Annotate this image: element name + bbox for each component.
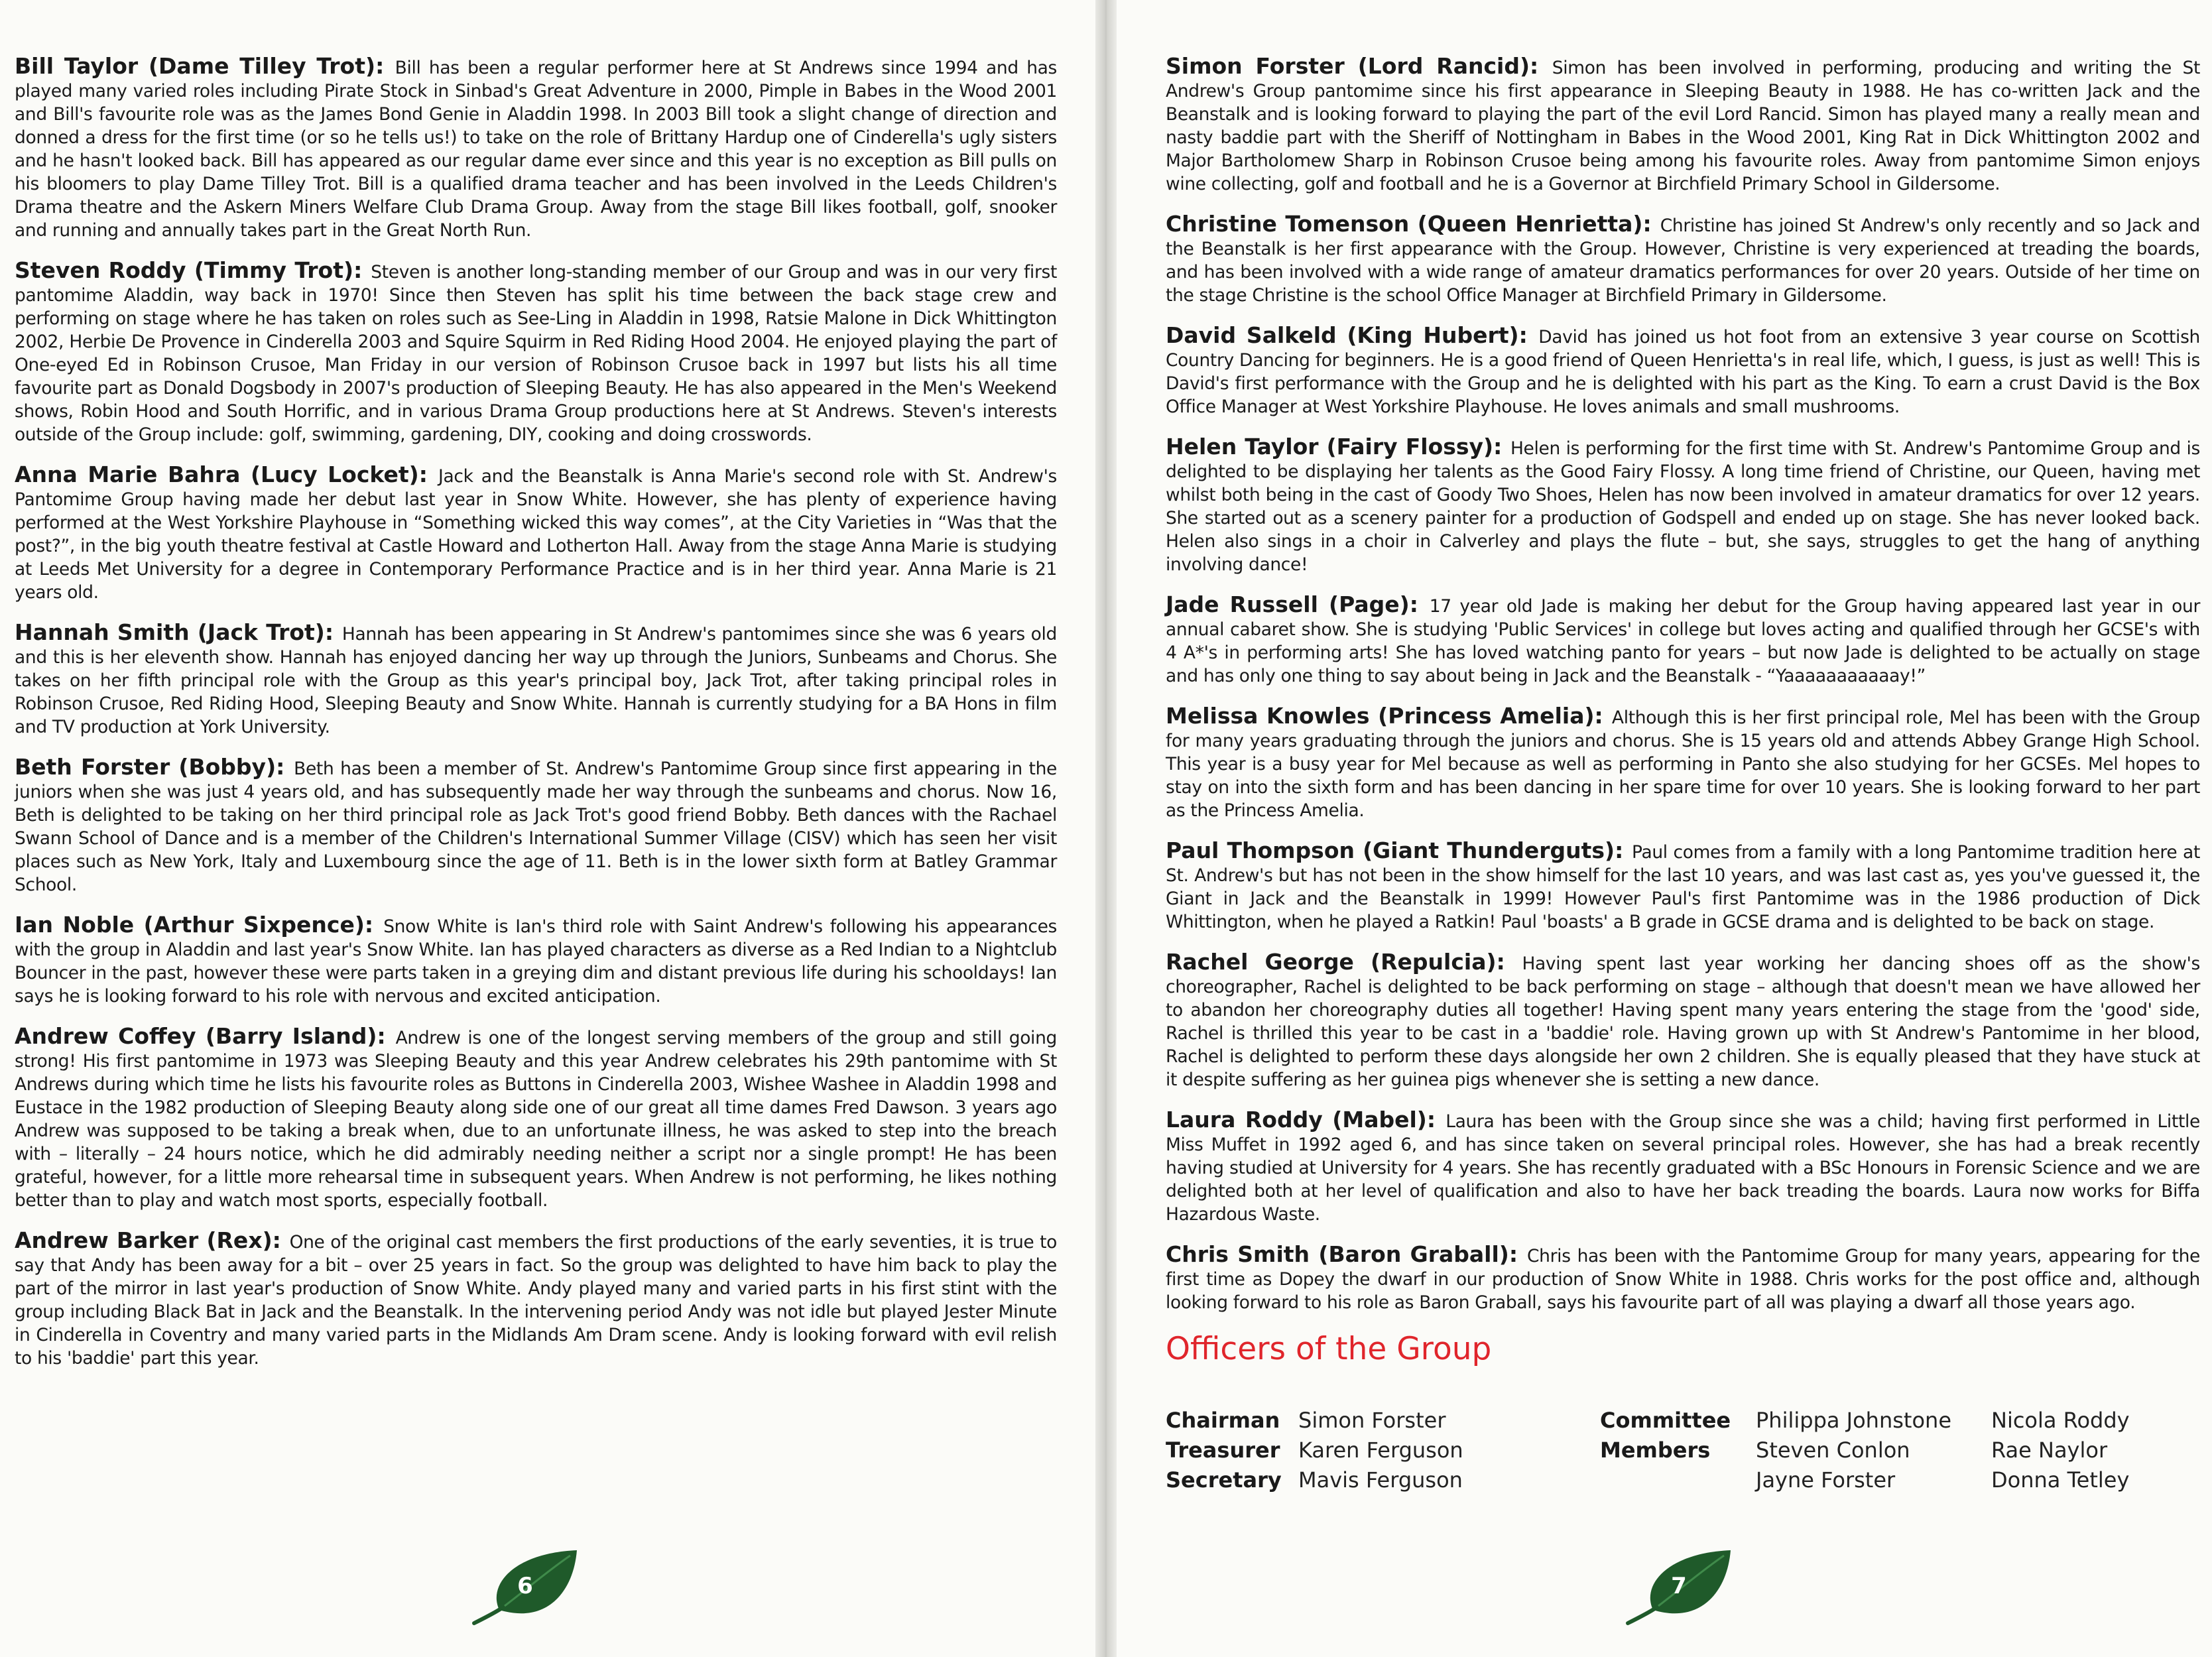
bio-entry — [15, 913, 1057, 1008]
bio-name: Melissa Knowles (Princess Amelia): — [1166, 703, 1603, 729]
bio-text: Christine has joined St Andrew's only recently and so Jack and the Beanstalk is her first appearance with the Group. However, Christine is very experienced at treading the boards, and has been involved with a wide range of amateur dramatics performances for over 20 years. Outside of her time on the stage Christine is the school Office Manager at Birchfield Primary in Gildersome. — [1166, 215, 2200, 306]
bio-name: Simon Forster (Lord Rancid): — [1166, 53, 1539, 79]
bio-name: Steven Roddy (Timmy Trot): — [15, 257, 363, 283]
bio-name: Beth Forster (Bobby): — [15, 754, 285, 780]
officer-role: Chairman — [1166, 1408, 1280, 1433]
officer-roles — [1166, 1406, 1282, 1495]
committee-label-line: Committee — [1600, 1408, 1731, 1433]
bio-text: Having spent last year working her dancing shoes off as the show's choreographer, Rachel is delighted to be back performing on stage – although that doesn't mean we have allowed her to abandon her choreography duties all together! Having spent many years entering the stage from the 'good' side, Rachel is thrilled this year to be cast in a 'baddie' role. Having grown up with St Andrew's Pantomime in her blood, Rachel is delighted to perform these days alongside her own 2 children. She is equally pleased that they have stuck at it despite suffering as her guinea pigs whenever she is setting a new dance. — [1166, 953, 2200, 1090]
page-number-badge — [1615, 1545, 1741, 1638]
bio-entry — [1166, 704, 2200, 822]
committee-member: Philippa Johnstone — [1756, 1408, 1951, 1433]
book-spine — [1095, 0, 1117, 1657]
committee-member: Nicola Roddy — [1991, 1408, 2130, 1433]
bio-name: Andrew Barker (Rex): — [15, 1227, 281, 1253]
bio-entry — [1166, 1243, 2200, 1314]
officer-name: Simon Forster — [1298, 1408, 1446, 1433]
bio-name: David Salkeld (King Hubert): — [1166, 322, 1528, 348]
bio-entry — [1166, 593, 2200, 688]
committee-label-line: Members — [1600, 1438, 1711, 1463]
bio-text: David has joined us hot foot from an extensive 3 year course on Scottish Country Dancing for beginners. He is a good friend of Queen Henrietta's in real life, which, I guess, is just as well! This is David's first performance with the Group and he is delighted with his part as the King. To earn a crust David is the Box Office Manager at West Yorkshire Playhouse. He loves animals and small mushrooms. — [1166, 327, 2200, 417]
bio-name: Chris Smith (Baron Graball): — [1166, 1241, 1518, 1267]
bio-text: Snow White is Ian's third role with Saint Andrew's following his appearances with the group in Aladdin and last year's Snow White. Ian has played characters as diverse as a Red Indian to a Nightclub Bouncer in the past, however these were parts taken in a greying dim and distant previous life during his schooldays! Ian says he is looking forward to his role with nervous and excited anticipation. — [15, 916, 1057, 1007]
committee-members-col-1 — [1756, 1406, 1951, 1495]
bio-entry — [1166, 324, 2200, 418]
committee-member: Jayne Forster — [1756, 1467, 1896, 1493]
bio-entry — [15, 54, 1057, 242]
bio-name: Hannah Smith (Jack Trot): — [15, 619, 334, 645]
bio-entry — [15, 1024, 1057, 1212]
bio-name: Ian Noble (Arthur Sixpence): — [15, 912, 374, 938]
officer-names — [1298, 1406, 1463, 1495]
committee-member: Steven Conlon — [1756, 1438, 1910, 1463]
bio-text: 17 year old Jade is making her debut for the Group having appeared last year in our annual cabaret show. She is studying 'Public Services' in college but loves acting and qualified through her GCSE's with 4 A*'s in performing arts! She has loved watching panto for years – but now Jade is delighted to be actually on stage and has only one thing to say about being in Jack and the Beanstalk - “Yaaaaaaaaaaay!” — [1166, 596, 2201, 686]
bio-entry — [15, 463, 1057, 604]
committee-members-col-2 — [1991, 1406, 2130, 1495]
bio-entry — [1166, 212, 2200, 307]
bio-name: Jade Russell (Page): — [1166, 591, 1418, 617]
bio-entry — [1166, 950, 2200, 1091]
committee-member: Donna Tetley — [1991, 1467, 2130, 1493]
page-number: 7 — [1671, 1573, 1687, 1599]
bio-name: Rachel George (Repulcia): — [1166, 949, 1505, 975]
left-bio-column — [15, 54, 1057, 1386]
bio-entry — [1166, 1108, 2200, 1226]
bio-entry — [1166, 839, 2200, 934]
officer-role: Secretary — [1166, 1467, 1282, 1493]
bio-entry — [15, 1229, 1057, 1370]
bio-text: Bill has been a regular performer here at St Andrews since 1994 and has played many varied roles including Pirate Stock in Sinbad's Great Adventure in 2000, Pimple in Babes in the Wood 2001 and Bill's favourite role was as the James Bond Genie in Aladdin 1998. In 2003 Bill took a slight change of direction and donned a dress for the first time (or so he tells us!) to take on the role of Brittany Hardup one of Cinderella's ugly sisters and he hasn't looked back. Bill has appeared as our regular dame ever since and this year is no exception as Bill pulls on his bloomers to play Dame Tilley Trot. Bill is a qualified drama teacher and has been involved in the Leeds Children's Drama theatre and the Askern Miners Welfare Club Drama Group. Away from the stage Bill likes football, golf, snooker and running and annually takes part in the Great North Run. — [15, 58, 1057, 241]
bio-text: Jack and the Beanstalk is Anna Marie's second role with St. Andrew's Pantomime Group having made her debut last year in Snow White. However, she has plenty of experience having performed at the West Yorkshire Playhouse in “Something wicked this way comes”, at the City Varieties in “Was that the post?”, in the big youth theatre festival at Castle Howard and Lotherton Hall. Away from the stage Anna Marie is studying at Leeds Met University for a degree in Contemporary Performance Practice and is in her third year. Anna Marie is 21 years old. — [15, 466, 1058, 603]
officers-list — [1166, 1406, 2200, 1505]
bio-name: Paul Thompson (Giant Thunderguts): — [1166, 837, 1624, 863]
bio-text: Although this is her first principal role, Mel has been with the Group for many years graduating through the juniors and chorus. She is 15 years old and attends Abbey Grange High School. This year is a busy year for Mel because as well as performing in Panto she also studying for her GCSEs. Mel hopes to stay on into the sixth form and has been dancing in her spare time for over 10 years. She is looking forward to her part as the Princess Amelia. — [1166, 707, 2200, 821]
officer-role: Treasurer — [1166, 1438, 1280, 1463]
officer-name: Karen Ferguson — [1298, 1438, 1463, 1463]
committee-member: Rae Naylor — [1991, 1438, 2108, 1463]
officers-heading: Officers of the Group — [1166, 1331, 1492, 1367]
bio-text: Chris has been with the Pantomime Group for many years, appearing for the first time as Dopey the dwarf in our production of Snow White in 1988. Chris works for the post office and, although looking forward to his role as Baron Graball, says his favourite part of all was playing a dwarf all those years ago. — [1166, 1246, 2200, 1313]
bio-text: Beth has been a member of St. Andrew's Pantomime Group since first appearing in the juniors when she was just 4 years old, and has subsequently made her way through the sunbeams and chorus. Now 16, Beth is delighted to be taking on her third principal role as Jack Trot's good friend Bobby. Beth dances with the Rachael Swann School of Dance and is a member of the Children's International Summer Village (CISV) which has seen her visit places such as New York, Italy and Luxembourg since the age of 11. Beth is in the lower sixth form at Batley Grammar School. — [15, 759, 1057, 895]
bio-name: Helen Taylor (Fairy Flossy): — [1166, 434, 1503, 460]
page-number-badge — [461, 1545, 587, 1638]
bio-name: Bill Taylor (Dame Tilley Trot): — [15, 53, 385, 79]
bio-entry — [1166, 435, 2200, 576]
bio-entry — [1166, 54, 2200, 196]
bio-text: Laura has been with the Group since she was a child; having first performed in Little Miss Muffet in 1992 aged 6, and has since taken on several principal roles. However, she has had a break recently having studied at University for 4 years. She has recently graduated with a BSc Honours in Forensic Science and we are delighted both at her level of qualification and also to have her back treading the boards. Laura now works for Biffa Hazardous Waste. — [1166, 1111, 2200, 1225]
page-number: 6 — [517, 1573, 533, 1599]
right-bio-column — [1166, 54, 2200, 1505]
bio-name: Anna Marie Bahra (Lucy Locket): — [15, 461, 428, 487]
officer-name: Mavis Ferguson — [1298, 1467, 1463, 1493]
bio-name: Andrew Coffey (Barry Island): — [15, 1023, 386, 1049]
bio-text: Andrew is one of the longest serving members of the group and still going strong! His first pantomime in 1973 was Sleeping Beauty and this year Andrew celebrates his 29th pantomime with St Andrews during which time he lists his favourite roles as Buttons in Cinderella 2003, Wishee Washee in Aladdin 1998 and Eustace in the 1982 production of Sleeping Beauty along side one of our great all time dames Fred Dawson. 3 years ago Andrew was supposed to be taking a break when, due to an unfortunate illness, he was asked to step into the breach with – literally – 24 hours notice, which he did admirably needing neither a script nor a single prompt! He has been grateful, however, for a little more rehearsal time in subsequent years. When Andrew is not performing, he likes nothing better than to play and watch most sports, especially football. — [15, 1028, 1057, 1211]
bio-text: Simon has been involved in performing, producing and writing the St Andrew's Group pantomime since his first appearance in Sleeping Beauty in 1988. He has co-written Jack and the Beanstalk and is looking forward to playing the part of the evil Lord Rancid. Simon has played many a really mean and nasty baddie part with the Sheriff of Nottingham in Babes in the Wood 2001, King Rat in Dick Whittington 2002 and Major Bartholomew Sharp in Robinson Crusoe being among his favourite roles. Away from pantomime Simon enjoys wine collecting, golf and football and he is a Governor at Birchfield Primary School in Gildersome. — [1166, 58, 2200, 194]
bio-entry — [15, 755, 1057, 896]
bio-name: Laura Roddy (Mabel): — [1166, 1107, 1436, 1133]
bio-name: Christine Tomenson (Queen Henrietta): — [1166, 211, 1652, 237]
bio-entry — [15, 259, 1057, 446]
bio-text: Helen is performing for the first time with St. Andrew's Pantomime Group and is delighted to be displaying her talents as the Good Fairy Flossy. A long time friend of Christine, our Queen, having met whilst both being in the cast of Goody Two Shoes, Helen has now been involved in amateur dramatics for over 12 years. She started out as a scenery painter for a production of Godspell and ended up on stage. She has never looked back. Helen also sings in a choir in Calverley and plays the flute – but, she says, struggles to get the hang of anything involving dance! — [1166, 438, 2200, 575]
bio-text: Hannah has been appearing in St Andrew's pantomimes since she was 6 years old and this is her eleventh show. Hannah has enjoyed dancing her way up through the Juniors, Sunbeams and Chorus. She takes on her fifth principal role with the Group as this year's principal boy, Jack Trot, after taking principal roles in Robinson Crusoe, Red Riding Hood, Sleeping Beauty and Snow White. Hannah is currently studying for a BA Hons in film and TV production at York University. — [15, 624, 1058, 737]
bio-text: Paul comes from a family with a long Pantomime tradition here at St. Andrew's but has not been in the show himself for the last 10 years, and was last cast as, yes you've guessed it, the Giant in Jack and the Beanstalk in 1999! However Paul's first Pantomime was in the 1986 production of Dick Whittington, when he played a Ratkin! Paul 'boasts' a B grade in GCSE drama and is delighted to be back on stage. — [1166, 842, 2200, 932]
bio-text: One of the original cast members the first productions of the early seventies, it is true to say that Andy has been away for a bit – over 25 years in fact. So the group was delighted to have him back to play the part of the mirror in last year's production of Snow White. Andy played many and varied parts in his first stint with the group including Black Bat in Jack and the Beanstalk. In the intervening period Andy was not idle but played Jester Minute in Cinderella in Coventry and many varied parts in the Midlands Am Dram scene. Andy is looking forward with evil relish to his 'baddie' part this year. — [15, 1232, 1057, 1369]
committee-label — [1600, 1406, 1731, 1465]
bio-text: Steven is another long-standing member of our Group and was in our very first pantomime Aladdin, way back in 1970! Since then Steven has split his time between the back stage crew and performing on stage where he has taken on roles such as See-Ling in Aladdin in 1998, Ratsie Malone in Dick Whittington 2002, Herbie De Provence in Cinderella 2003 and Squire Squirm in Red Riding Hood 2004. He enjoyed playing the part of One-eyed Ed in Robinson Crusoe, Man Friday in our version of Robinson Crusoe back in 1997 but lists his all time favourite part as Donald Dogsbody in 2007's production of Sleeping Beauty. He has also appeared in the Men's Weekend shows, Robin Hood and South Horrific, and in various Drama Group productions here at St Andrews. Steven's interests outside of the Group include: golf, swimming, gardening, DIY, cooking and doing crosswords. — [15, 262, 1057, 445]
bio-entry — [15, 621, 1057, 739]
